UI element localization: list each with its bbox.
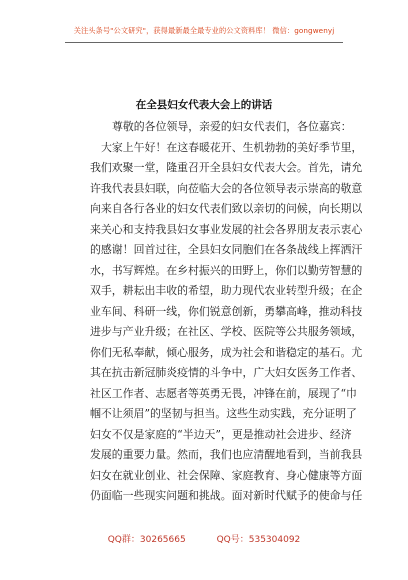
body-line: 水，书写辉煌。在乡村振兴的田野上，你们以勤劳智慧的 (90, 263, 363, 277)
body-line: 你们无私奉献，倾心服务，成为社会和谐稳定的基石。尤 (90, 345, 363, 359)
document-title: 在全县妇女代表大会上的讲话 (135, 99, 273, 111)
body-line: 业车间、科研一线，你们锐意创新，勇攀高峰，推动科技 (90, 304, 363, 318)
qq-group-number: QQ群：30265665 (107, 535, 186, 545)
body-line: 发展的重要力量。然而，我们也应清醒地看到，当前我县 (90, 448, 363, 461)
page-footer (0, 532, 408, 545)
body-line: 妇女不仅是家庭的“半边天”，更是推动社会进步、经济 (90, 427, 352, 441)
page-header-banner: 关注头条号"公文研究"，获得最新最全最专业的公文资料库！ 微信：gongwenyj (73, 26, 335, 35)
body-line: 大家上午好！在这春暖花开、生机勃勃的美好季节里， (101, 140, 363, 154)
body-line: 我们欢聚一堂，隆重召开全县妇女代表大会。首先，请允 (90, 161, 363, 174)
body-line: 许我代表县妇联，向莅临大会的各位领导表示崇高的敬意 (90, 181, 363, 195)
body-line: 双手，耕耘出丰收的希望，助力现代农业转型升级；在企 (90, 284, 363, 297)
body-line: 帼不让须眉”的坚韧与担当。这些生动实践，充分证明了 (90, 407, 357, 420)
body-line: 来关心和支持我县妇女事业发展的社会各界朋友表示衷心 (90, 222, 363, 236)
body-line: 仍面临一些现实问题和挑战。面对新时代赋予的使命与任 (90, 489, 363, 502)
body-line: 社区工作者、志愿者等英勇无畏，冲锋在前，展现了“巾 (90, 386, 357, 400)
qq-number: QQ号：535304092 (216, 535, 301, 545)
document-body (90, 117, 363, 507)
body-line: 进步与产业升级；在社区、学校、医院等公共服务领域， (90, 325, 363, 338)
body-line: 其在抗击新冠肺炎疫情的斗争中，广大妇女医务工作者、 (90, 366, 363, 379)
body-line: 向来自各行各业的妇女代表们致以亲切的问候，向长期以 (90, 202, 363, 215)
body-line: 的感谢！回首过往，全县妇女同胞们在各条战线上挥洒汗 (90, 243, 363, 256)
body-line: 尊敬的各位领导，亲爱的妇女代表们，各位嘉宾： (112, 120, 352, 133)
body-line: 妇女在就业创业、社会保障、家庭教育、身心健康等方面 (90, 468, 363, 482)
header-divider (65, 42, 343, 43)
